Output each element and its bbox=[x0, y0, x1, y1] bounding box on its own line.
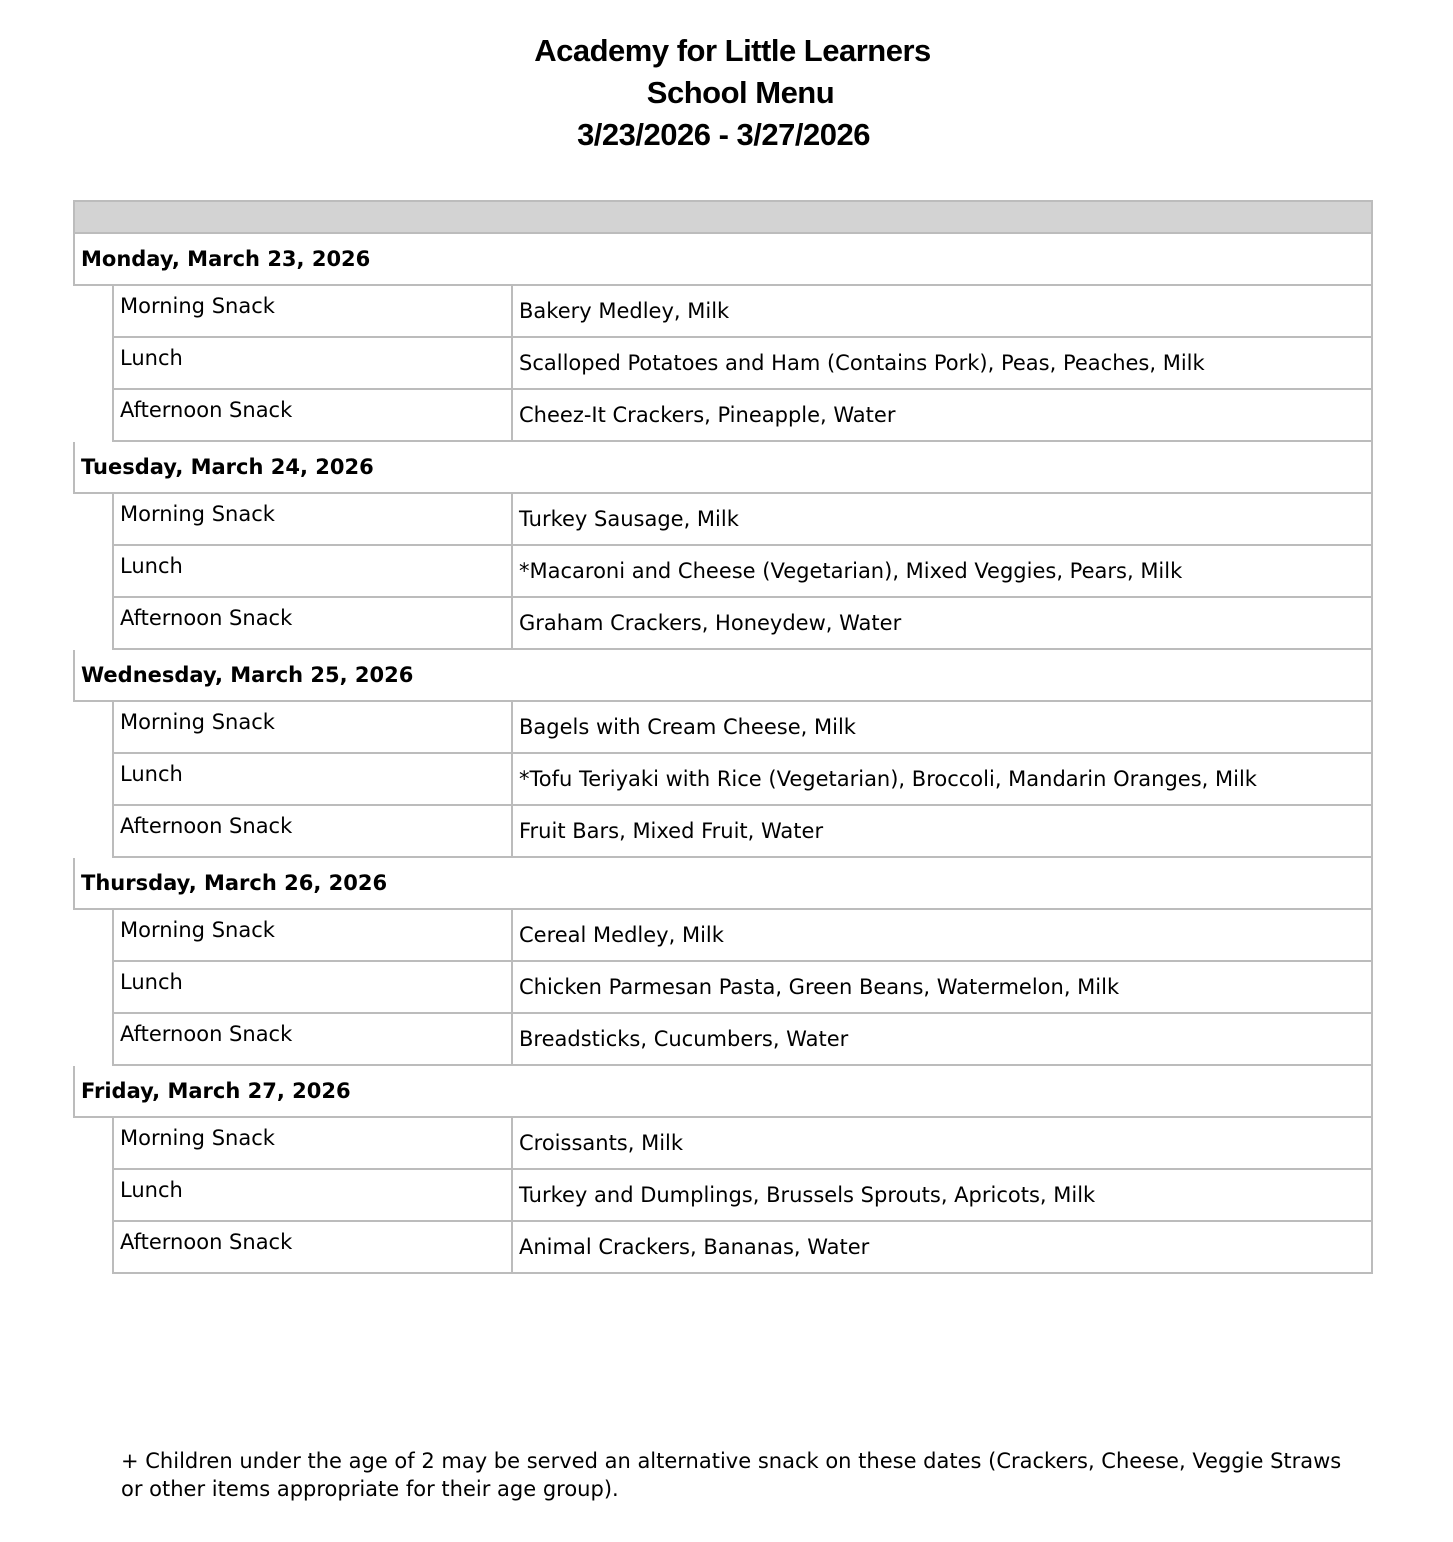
meal-row bbox=[112, 962, 1373, 1014]
meal-row bbox=[112, 546, 1373, 598]
meal-items: *Tofu Teriyaki with Rice (Vegetarian), Broccoli, Mandarin Oranges, Milk bbox=[519, 767, 1257, 791]
meal-items: Cheez-It Crackers, Pineapple, Water bbox=[519, 403, 896, 427]
meal-items: Scalloped Potatoes and Ham (Contains Pork), Peas, Peaches, Milk bbox=[519, 351, 1205, 375]
meal-row bbox=[112, 702, 1373, 754]
meal-label: Morning Snack bbox=[114, 1118, 513, 1168]
day-row-tuesday: Tuesday, March 24, 2026 bbox=[73, 442, 1373, 494]
meal-items: *Macaroni and Cheese (Vegetarian), Mixed Veggies, Pears, Milk bbox=[519, 559, 1183, 583]
meal-items: Turkey Sausage, Milk bbox=[519, 507, 739, 531]
meal-items: Fruit Bars, Mixed Fruit, Water bbox=[519, 819, 824, 843]
page-title: School Menu bbox=[646, 75, 835, 110]
meal-items: Bagels with Cream Cheese, Milk bbox=[519, 715, 856, 739]
meal-row bbox=[112, 390, 1373, 442]
meal-label: Morning Snack bbox=[114, 910, 513, 960]
date-range: 3/23/2026 - 3/27/2026 bbox=[577, 117, 870, 152]
school-name: Academy for Little Learners bbox=[534, 33, 931, 68]
day-row-thursday: Thursday, March 26, 2026 bbox=[73, 858, 1373, 910]
meal-label: Afternoon Snack bbox=[114, 598, 513, 648]
meal-items: Cereal Medley, Milk bbox=[519, 923, 724, 947]
table-header-band bbox=[73, 200, 1373, 234]
meal-label: Lunch bbox=[114, 962, 513, 1012]
meal-label: Morning Snack bbox=[114, 702, 513, 752]
day-row-monday: Monday, March 23, 2026 bbox=[73, 234, 1373, 286]
meal-row bbox=[112, 598, 1373, 650]
meal-row bbox=[112, 754, 1373, 806]
day-row-friday: Friday, March 27, 2026 bbox=[73, 1066, 1373, 1118]
meal-row bbox=[112, 286, 1373, 338]
meal-items: Turkey and Dumplings, Brussels Sprouts, Apricots, Milk bbox=[519, 1183, 1096, 1207]
meal-label: Morning Snack bbox=[114, 286, 513, 336]
meal-row bbox=[112, 1118, 1373, 1170]
meal-items: Graham Crackers, Honeydew, Water bbox=[519, 611, 902, 635]
meal-items: Chicken Parmesan Pasta, Green Beans, Watermelon, Milk bbox=[519, 975, 1120, 999]
meal-row bbox=[112, 1170, 1373, 1222]
menu-table bbox=[73, 200, 1373, 1274]
meal-row bbox=[112, 1014, 1373, 1066]
meal-label: Morning Snack bbox=[114, 494, 513, 544]
meal-row bbox=[112, 494, 1373, 546]
day-row-wednesday: Wednesday, March 25, 2026 bbox=[73, 650, 1373, 702]
meal-label: Afternoon Snack bbox=[114, 1222, 513, 1272]
meal-items: Animal Crackers, Bananas, Water bbox=[519, 1235, 870, 1259]
meal-row bbox=[112, 338, 1373, 390]
meal-label: Afternoon Snack bbox=[114, 1014, 513, 1064]
meal-label: Afternoon Snack bbox=[114, 806, 513, 856]
footnote: + Children under the age of 2 may be served an alternative snack on these dates (Crackers, Cheese, Veggie Straws or other items appropriate for their age group). bbox=[121, 1449, 1342, 1501]
menu-header bbox=[0, 30, 1453, 156]
meal-items: Breadsticks, Cucumbers, Water bbox=[519, 1027, 849, 1051]
meal-row bbox=[112, 1222, 1373, 1274]
meal-row bbox=[112, 806, 1373, 858]
meal-label: Afternoon Snack bbox=[114, 390, 513, 440]
meal-items: Croissants, Milk bbox=[519, 1131, 684, 1155]
meal-label: Lunch bbox=[114, 338, 513, 388]
meal-label: Lunch bbox=[114, 1170, 513, 1220]
meal-row bbox=[112, 910, 1373, 962]
meal-label: Lunch bbox=[114, 546, 513, 596]
meal-label: Lunch bbox=[114, 754, 513, 804]
meal-items: Bakery Medley, Milk bbox=[519, 299, 730, 323]
